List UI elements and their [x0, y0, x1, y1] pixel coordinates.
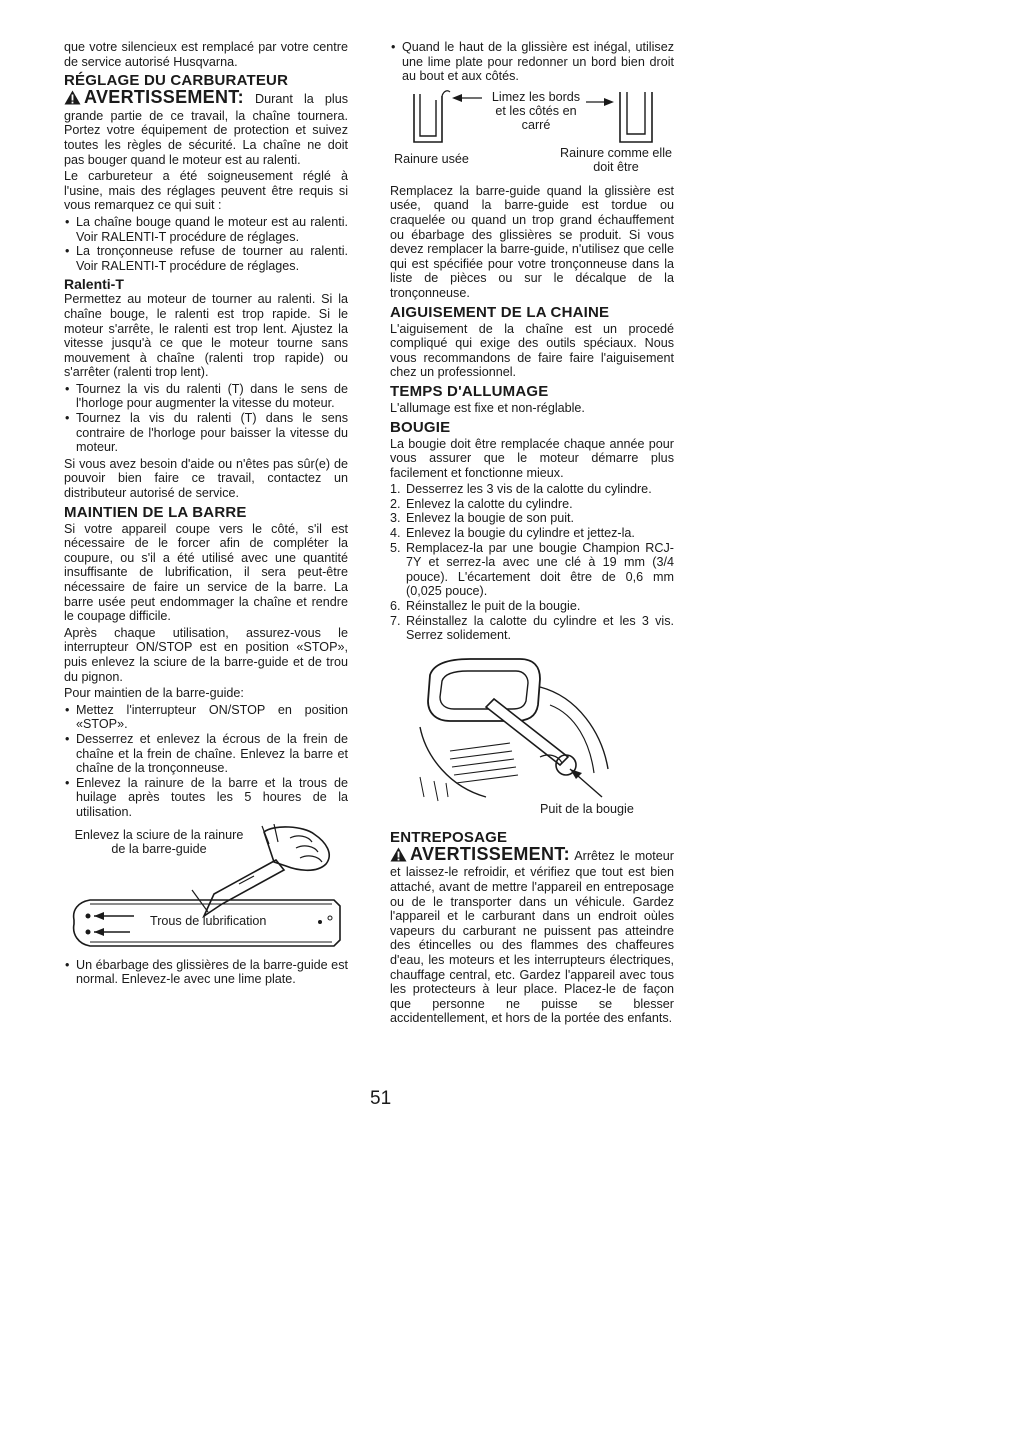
list-item: 7. Réinstallez la calotte du cylindre et les 3 vis. Serrez solidement.: [390, 613, 674, 643]
bar-paragraph-2: Après chaque utilisation, assurez-vous le interrupteur ON/STOP est en position «STOP», puis enlevez la sciure de la barre-guide et de trou du pignon.: [64, 625, 348, 684]
rail-groove-figure: [390, 88, 674, 180]
figure-caption-lubrication-holes: Trous de lubrification: [150, 913, 267, 928]
ralenti-heading: Ralenti-T: [64, 276, 124, 293]
bar-paragraph-3: Pour maintien de la barre-guide:: [64, 686, 244, 701]
figure-caption-file-edges: Limez les bords et les côtés en carré: [491, 89, 581, 132]
bar-maintenance-heading: MAINTIEN DE LA BARRE: [64, 503, 247, 521]
chain-sharpening-paragraph: L'aiguisement de la chaîne est un procedé compliqué qui exige des outils spéciaux. Nous vous recommandons de faire faire l'aiguisement chez un professionnel.: [390, 321, 674, 380]
list-item: 4. Enlevez la bougie du cylindre et jettez-la.: [390, 526, 635, 541]
spark-plug-figure: [390, 647, 674, 819]
list-item: • La tronçonneuse refuse de tourner au ralenti. Voir RALENTI-T procédure de réglages.: [65, 244, 348, 273]
guide-bar-cleaning-figure: [64, 824, 348, 954]
list-item: 1. Desserrez les 3 vis de la calotte du cylindre.: [390, 482, 652, 497]
warning-triangle-icon: [390, 847, 407, 866]
ralenti-paragraph: Permettez au moteur de tourner au ralenti. Si la chaîne bouge, le ralenti est trop rapide. Si le moteur s'arrête, le ralenti est trop lent. Ajustez la vitesse jusqu'à ce que le moteur tourne sans mouvement à chaîne (ralenti trop rapide) ou s'arrêter (ralenti trop lent).: [64, 292, 348, 380]
ignition-timing-paragraph: L'allumage est fixe et non-réglable.: [390, 400, 585, 415]
carburetor-bullets: [64, 215, 348, 273]
figure-caption-correct-groove: Rainure comme elle doit être: [560, 145, 672, 174]
spark-plug-steps: [390, 482, 674, 643]
list-item: • Desserrez et enlevez la écrous de la frein de chaîne et la frein de chaîne. Enlevez la barre et chaîne de la tronçonneuse.: [65, 731, 348, 776]
right-column: [390, 40, 674, 1028]
list-item: • Enlevez la rainure de la barre et la trous de huilage après toutes les 5 houres de la utilisation.: [65, 775, 348, 819]
page-number: 51: [370, 1088, 392, 1109]
warning-triangle-icon: [64, 90, 81, 109]
list-item: • Mettez l'interrupteur ON/STOP en position «STOP».: [65, 702, 348, 732]
left-column: [64, 40, 348, 989]
storage-heading: ENTREPOSAGE: [390, 828, 508, 846]
warning-label: AVERTISSEMENT:: [410, 843, 570, 864]
list-item: 2. Enlevez la calotte du cylindre.: [390, 496, 573, 511]
list-item: • La chaîne bouge quand le moteur est au ralenti. Voir RALENTI-T procédure de réglages.: [65, 214, 348, 244]
bar-bullets: [64, 703, 348, 820]
bar-paragraph-1: Si votre appareil coupe vers le côté, s'il est nécessaire de le forcer afin de compléter la coupure, ou s'il a été utilisé avec une quantité insuffisante de lubrification, il sera peut-être nécessaire de faire un service de la barre. La barre usée peut endommager la chaîne et rendre le coupage difficile.: [64, 521, 348, 624]
figure-caption-spark-plug-well: Puit de la bougie: [540, 801, 634, 816]
figure-caption-remove-sawdust: Enlevez la sciure de la rainure de la barre-guide: [74, 827, 244, 856]
warning-text: Durant la plus grande partie de ce travail, la chaîne tournera. Portez votre équipement de protection et suivez toutes les règles de sécurité. La chaîne ne doit pas bouger quand le moteur est au ralenti.: [64, 92, 349, 167]
spark-plug-paragraph: La bougie doit être remplacée chaque année pour vous assurer que le moteur démarre plus facilement et fonctionne mieux.: [390, 436, 674, 480]
warning-text: Arrêtez le moteur et laissez-le refroidir, et vérifiez que tout est bien attaché, avant de mettre l'appareil en entreposage ou de le transporter dans un véhicule. Gardez l'appareil et le carburant dans un endroit oùles vapeurs du carburant ne puissent pas atteindre des étincelles ou des flammes des chaffeures d'eau, les moteurs et les interrupteurs électriques, chauffage central, etc. Gardez l'appareil avec tous les protecteurs à leur place. Placez-le de façon que personne ne puisse se blesser accidentellement, et hors de la portée des enfants.: [390, 848, 674, 1026]
list-item: 3. Enlevez la bougie de son puit.: [390, 511, 575, 526]
spark-plug-heading: BOUGIE: [390, 418, 451, 436]
list-item: • Un ébarbage des glissières de la barre-guide est normal. Enlevez-le avec une lime plate.: [65, 957, 348, 987]
ralenti-help-paragraph: Si vous avez besoin d'aide ou n'êtes pas sûr(e) de pouvoir bien faire ce travail, contactez un distributeur autorisé de service.: [64, 456, 348, 501]
list-item: 5. Remplacez-la par une bougie Champion RCJ-7Y et serrez-la avec une clé à 19 mm (3/4 pouce). L'écartement doit être de 0,6 mm (0,025 pouce).: [390, 540, 674, 599]
list-item: • Tournez la vis du ralenti (T) dans le sens contraire de l'horloge pour baisser la vitesse du moteur.: [65, 411, 348, 455]
spark-plug-illustration: [390, 647, 674, 819]
warning-block-storage: [390, 843, 674, 1026]
ralenti-bullets: [64, 382, 348, 455]
carburetor-paragraph: Le carbureteur a été soigneusement réglé à l'usine, mais des réglages peuvent être requis si vous remarquez ce qui suit :: [64, 169, 348, 213]
ignition-timing-heading: TEMPS D'ALLUMAGE: [390, 382, 549, 400]
deburr-bullet: [64, 958, 348, 987]
list-item: • Quand le haut de la glissière est inégal, utilisez une lime plate pour redonner un bord bien droit au bout et aux côtés.: [391, 40, 674, 84]
figure-caption-worn-groove: Rainure usée: [394, 151, 469, 166]
top-bullet: [390, 40, 674, 84]
replace-bar-paragraph: Remplacez la barre-guide quand la glissière est usée, quand la barre-guide est tordue ou craquelée ou quand un trop grand échauffement ou ébarbage des glissières se produit. Si vous devez remplacer la barre-guide, n'utilisez que celle qui est spécifiée pour votre tronçonneuse dans la liste de pièces ou sur le décalque de la tronçonneuse.: [390, 183, 674, 300]
warning-block-carburetor: [64, 87, 349, 167]
chain-sharpening-heading: AIGUISEMENT DE LA CHAINE: [390, 303, 610, 321]
list-item: 6. Réinstallez le puit de la bougie.: [390, 599, 581, 614]
carburetor-heading: RÉGLAGE DU CARBURATEUR: [64, 72, 289, 90]
warning-label: AVERTISSEMENT:: [84, 87, 244, 108]
intro-text: que votre silencieux est remplacé par votre centre de service autorisé Husqvarna.: [64, 40, 348, 69]
list-item: • Tournez la vis du ralenti (T) dans le sens de l'horloge pour augmenter la vitesse du moteur.: [65, 381, 348, 411]
